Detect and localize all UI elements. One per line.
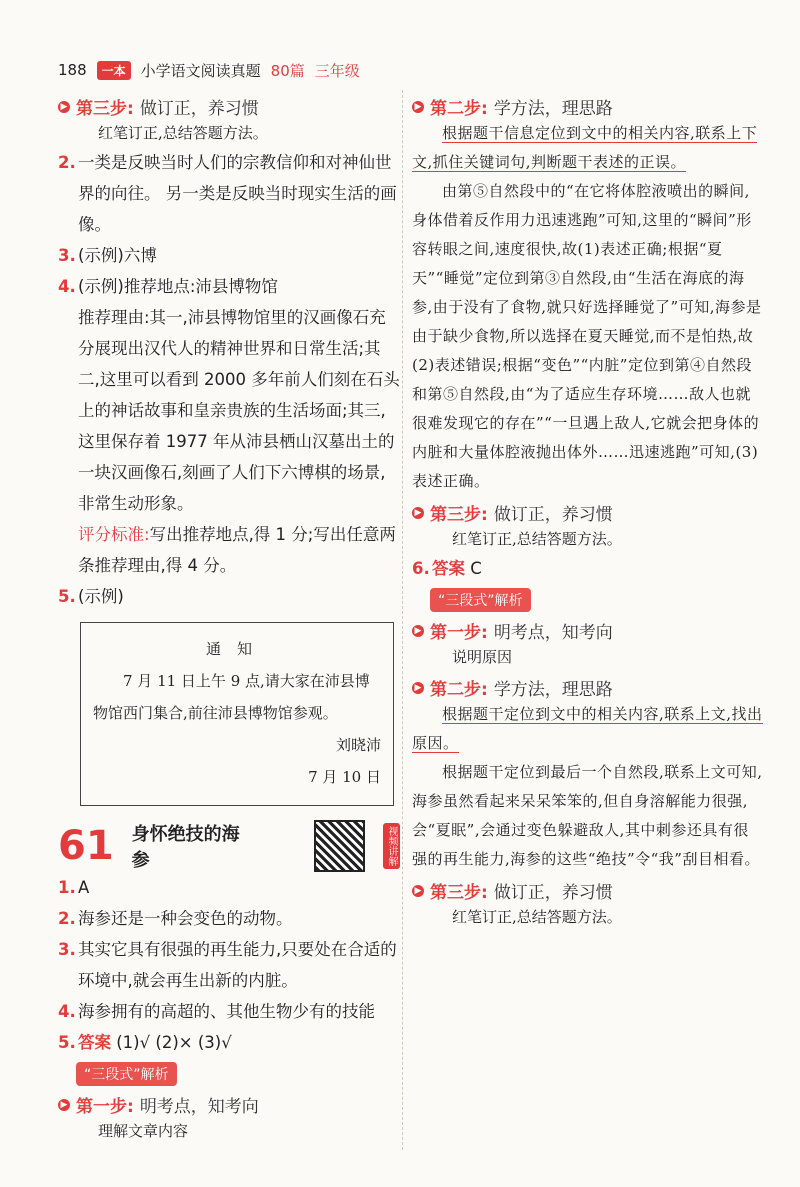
- q6-step3-text: 红笔订正,总结答题方法。: [452, 908, 622, 926]
- answer-5: 5. (示例): [58, 587, 124, 606]
- q6-analysis: 根据题干定位到最后一个自然段,联系上文可知,海参虽然看起来呆呆笨笨的,但自身溶解能力很强,会“夏眠”,会通过变色躲避敌人,其中刺参还具有很强的再生能力,海参的这些“绝技”令“我”刮目相看。: [412, 763, 763, 868]
- article-count: 80篇: [270, 61, 305, 80]
- q6-step2-text: 根据题干定位到文中的相关内容,联系上文,找出原因。: [412, 705, 763, 752]
- step2-text: 根据题干信息定位到文中的相关内容,联系上下文,抓住关键词句,判断题干表述的正误。: [412, 124, 758, 171]
- notice-signer: 刘晓沛: [335, 736, 381, 754]
- page-header: [58, 56, 360, 84]
- s61-answer-5: 5. 答案 (1)√ (2)× (3)√: [58, 1033, 232, 1052]
- q6-step1-text: 说明原因: [452, 648, 513, 666]
- s61-answer-4: 4. 海参拥有的高超的、其他生物少有的技能: [58, 1002, 375, 1021]
- answer-3: 3. (示例)六博: [58, 246, 157, 265]
- arrow-icon: ▶: [412, 885, 424, 897]
- s61-answer-3: 3. 其实它具有很强的再生能力,只要处在合适的环境中,就会再生出新的内脏。: [58, 940, 397, 990]
- step3-text-right: 红笔订正,总结答题方法。: [452, 530, 622, 548]
- page-number: 188: [58, 61, 87, 79]
- answer-4-location: (示例)推荐地点:沛县博物馆: [78, 277, 278, 296]
- column-divider: [402, 90, 403, 1150]
- book-title: 小学语文阅读真题: [140, 61, 261, 80]
- step2-heading: ▶ 第二步: 学方法，理思路: [412, 94, 764, 119]
- arrow-icon: ▶: [58, 101, 70, 113]
- q6-step1-heading: ▶ 第一步: 明考点，知考向: [412, 618, 764, 643]
- qr-code-icon[interactable]: [314, 820, 365, 872]
- grade-label: 三年级: [314, 61, 360, 80]
- s61-step1-heading: ▶ 第一步: 明考点，知考向: [58, 1092, 400, 1117]
- q6-step3-heading: ▶ 第三步: 做订正，养习惯: [412, 878, 764, 903]
- step3-text: 红笔订正,总结答题方法。: [98, 124, 268, 142]
- arrow-icon: ▶: [412, 101, 424, 113]
- s61-answer-2: 2. 海参还是一种会变色的动物。: [58, 909, 293, 928]
- s61-step1-text: 理解文章内容: [98, 1122, 189, 1140]
- section-title: 身怀绝技的海参: [131, 824, 240, 871]
- brand-logo: 一本: [97, 61, 131, 80]
- arrow-icon: ▶: [58, 1099, 70, 1111]
- analysis-badge: “三段式”解析: [76, 1062, 177, 1086]
- section-header: [58, 820, 400, 872]
- notice-title: 通知: [205, 640, 268, 658]
- q6-step2-heading: ▶ 第二步: 学方法，理思路: [412, 675, 764, 700]
- answer-2: 2. 一类是反映当时人们的宗教信仰和对神仙世界的向往。 另一类是反映当时现实生活的画像。: [58, 153, 397, 234]
- step3-heading: ▶ 第三步: 做订正，养习惯: [58, 94, 400, 119]
- notice-box: [80, 622, 394, 806]
- answer-6: 6. 答案 C: [412, 559, 482, 578]
- score-text: 写出推荐地点,得 1 分;写出任意两条推荐理由,得 4 分。: [78, 525, 396, 575]
- arrow-icon: ▶: [412, 625, 424, 637]
- right-column: [412, 90, 764, 931]
- arrow-icon: ▶: [412, 507, 424, 519]
- answer-4-reason: 推荐理由:其一,沛县博物馆里的汉画像石充分展现出汉代人的精神世界和日常生活;其二,这里可以看到 2000 多年前人们刻在石头上的神话故事和皇亲贵族的生活场面;其三,这里保存着 1977 年从沛县栖山汉墓出土的一块汉画像石,刻画了人们下六博棋的场景,非常生动形象。: [78, 308, 400, 513]
- notice-date: 7 月 10 日: [308, 768, 381, 786]
- video-tag: 视频讲解: [383, 823, 400, 869]
- answer-4: 4. (示例)推荐地点:沛县博物馆 推荐理由:其一,沛县博物馆里的汉画像石充分展现出汉代人的精神世界和日常生活;其二,这里可以看到 2000 多年前人们刻在石头上的神话故事和皇亲贵族的生活场面;其三,这里保存着 1977 年从沛县栖山汉墓出土的一块汉画像石,刻画了人们下六博棋的场景,非常生动形象。 评分标准:写出推荐地点,得 1 分;写出任意两条推荐理由,得 4 分。: [58, 277, 400, 575]
- step3-heading-right: ▶ 第三步: 做订正，养习惯: [412, 500, 764, 525]
- analysis-badge-right: “三段式”解析: [430, 588, 531, 612]
- s61-answer-1: 1. A: [58, 878, 90, 897]
- score-label: 评分标准:: [78, 525, 150, 544]
- section-number: 61: [58, 823, 114, 869]
- arrow-icon: ▶: [412, 682, 424, 694]
- analysis-paragraph: 由第⑤自然段中的“在它将体腔液喷出的瞬间,身体借着反作用力迅速逃跑”可知,这里的“瞬间”形容转眼之间,速度很快,故(1)表述正确;根据“夏天”“睡觉”定位到第③自然段,由“生活在海底的海参,由于没有了食物,就只好选择睡觉了”可知,海参是由于缺少食物,所以选择在夏天睡觉,而不是怕热,故(2)表述错误;根据“变色”“内脏”定位到第④自然段和第⑤自然段,由“为了适应生存环境……敌人也就很难发现它的存在”“一旦遇上敌人,它就会把身体的内脏和大量体腔液抛出体外……迅速逃跑”可知,(3)表述正确。: [412, 182, 762, 490]
- notice-body: 7 月 11 日上午 9 点,请大家在沛县博物馆西门集合,前往沛县博物馆参观。: [93, 672, 370, 722]
- left-column: [58, 90, 400, 1145]
